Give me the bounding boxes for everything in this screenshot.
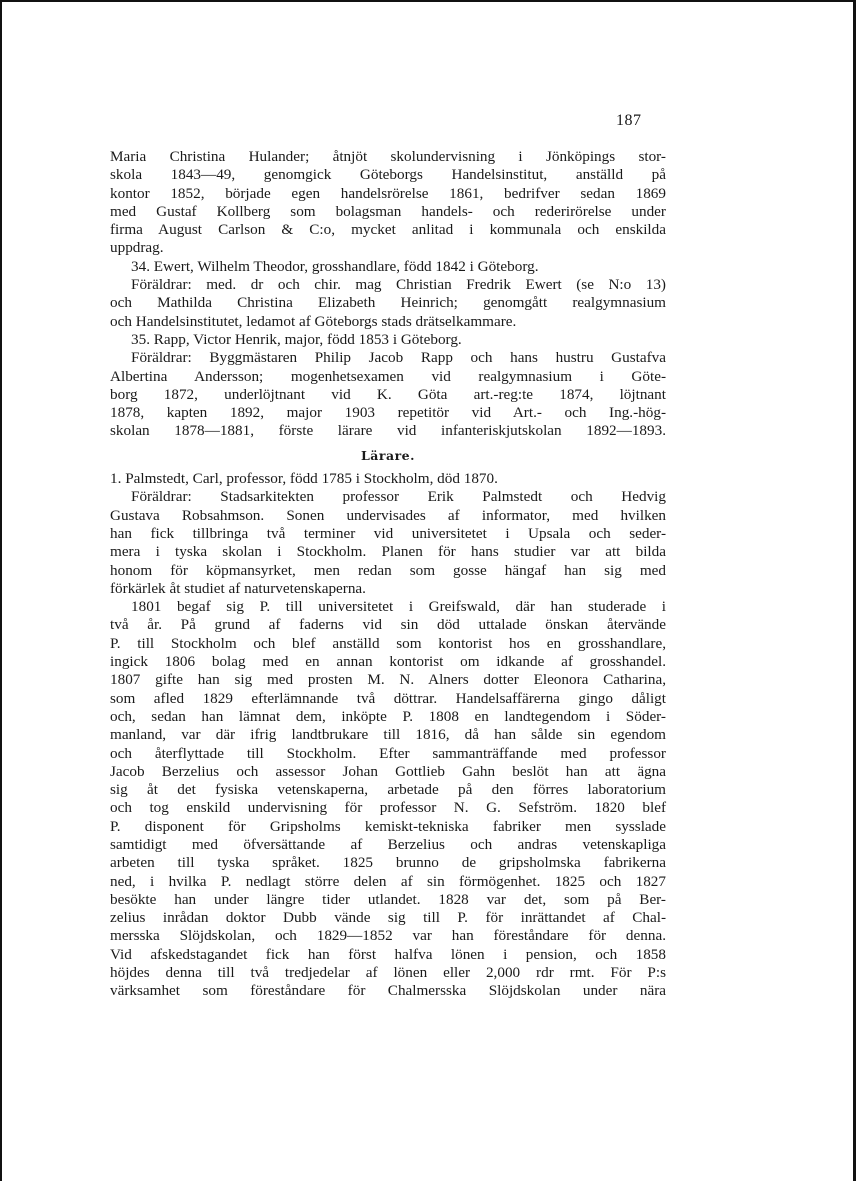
text-line: med Gustaf Kollberg som bolagsman handels- och rederirörelse under [110, 202, 666, 220]
text-line: skola 1843—49, genomgick Göteborgs Handelsinstitut, anställd på [110, 166, 666, 184]
text-line: zelius inrådan doktor Dubb vände sig till P. för inrättandet af Chal- [110, 909, 666, 927]
text-line: och tog enskild undervisning för professor N. G. Sefström. 1820 blef [110, 799, 666, 817]
text-line: samtidigt med öfversättande af Berzelius och andras vetenskapliga [110, 835, 666, 853]
text-line: och, sedan han lämnat dem, inköpte P. 1808 en landtegendom i Söder- [110, 707, 666, 725]
text-line: höjdes denna till två tredjedelar af lönen eller 2,000 rdr rmt. För P:s [110, 964, 666, 982]
text-line: P. till Stockholm och blef anställd som kontorist hos en grosshandlare, [110, 634, 666, 652]
text-line: manland, var där ifrig landtbrukare till 1816, då han sålde sin egendom [110, 726, 666, 744]
text-line: 1878, kapten 1892, major 1903 repetitör vid Art.- och Ing.-hög- [110, 404, 666, 422]
text-line: sig åt det fysiska vetenskaperna, arbetade på den förres laboratorium [110, 781, 666, 799]
text-line: två år. På grund af faderns vid sin död uttalade önskan återvände [110, 616, 666, 634]
teacher-1-title: 1. Palmstedt, Carl, professor, född 1785 i Stockholm, död 1870. [110, 470, 498, 488]
text-line: P. disponent för Gripsholms kemiskt-tekniska fabriker men sysslade [110, 817, 666, 835]
text-line: Gustava Robsahmson. Sonen undervisades af informator, med hvilken [110, 506, 666, 524]
text-line: ingick 1806 bolag med en annan kontorist om idkande af grosshandel. [110, 653, 666, 671]
text-line: mera i tyska skolan i Stockholm. Planen för hans studier var att bilda [110, 543, 666, 561]
page-number: 187 [616, 112, 642, 129]
text-line: och Mathilda Christina Elizabeth Heinrich; genomgått realgymnasium [110, 294, 666, 312]
text-line: Maria Christina Hulander; åtnjöt skolundervisning i Jönköpings stor- [110, 148, 666, 165]
text-line: 1801 begaf sig P. till universitetet i Greifswald, där han studerade i [131, 598, 666, 616]
text-line: värksamhet som föreståndare för Chalmersska Slöjdskolan under nära [110, 982, 666, 1000]
text-line: Vid afskedstagandet fick han först halfva lönen i pension, och 1858 [110, 945, 666, 963]
text-line: ned, i hvilka P. nedlagt större delen af sin förmögenhet. 1825 och 1827 [110, 872, 666, 890]
entry-35-title: 35. Rapp, Victor Henrik, major, född 1853 i Göteborg. [131, 330, 462, 348]
text-line: förkärlek åt studiet af naturvetenskaperna. [110, 579, 366, 597]
text-line: kontor 1852, började egen handelsrörelse 1861, bedrifver sedan 1869 [110, 184, 666, 202]
text-line: mersska Slöjdskolan, och 1829—1852 var han föreståndare för denna. [110, 927, 666, 945]
section-heading: Lärare. [361, 447, 415, 463]
text-line: Albertina Andersson; mogenhetsexamen vid realgymnasium i Göte- [110, 367, 666, 385]
page-edge-top [0, 0, 856, 2]
text-line: Föräldrar: Byggmästaren Philip Jacob Rapp och hans hustru Gustafva [131, 349, 666, 367]
text-line: skolan 1878—1881, förste lärare vid infanteriskjutskolan 1892—1893. [110, 422, 666, 440]
page-edge-left [0, 0, 2, 1181]
body-text [110, 148, 666, 1001]
text-line: han fick tillbringa två terminer vid universitetet i Upsala och seder- [110, 524, 666, 542]
text-line: firma August Carlson & C:o, mycket anlitad i kommunala och enskilda [110, 221, 666, 239]
text-line: och återflyttade till Stockholm. Efter sammanträffande med professor [110, 744, 666, 762]
text-line: arbeten till tyska språket. 1825 brunno de gripsholmska fabrikerna [110, 854, 666, 872]
text-line: Jacob Berzelius och assessor Johan Gottlieb Gahn beslöt han att ägna [110, 762, 666, 780]
text-line: och Handelsinstitutet, ledamot af Göteborgs stads drätselkammare. [110, 312, 517, 330]
text-line: besökte han under längre tider utlandet. 1828 var det, som på Ber- [110, 890, 666, 908]
text-line: Föräldrar: Stadsarkitekten professor Erik Palmstedt och Hedvig [131, 488, 666, 506]
text-line: uppdrag. [110, 239, 164, 257]
text-line: honom för köpmansyrket, men redan som gosse hängaf han sig med [110, 561, 666, 579]
text-line: som afled 1829 efterlämnande två döttrar. Handelsaffärerna gingo dåligt [110, 689, 666, 707]
text-line: Föräldrar: med. dr och chir. mag Christian Fredrik Ewert (se N:o 13) [131, 276, 666, 294]
entry-34-title: 34. Ewert, Wilhelm Theodor, grosshandlare, född 1842 i Göteborg. [131, 257, 539, 275]
text-line: borg 1872, underlöjtnant vid K. Göta art.-reg:te 1874, löjtnant [110, 385, 666, 403]
text-line: 1807 gifte han sig med prosten M. N. Alners dotter Eleonora Catharina, [110, 671, 666, 689]
